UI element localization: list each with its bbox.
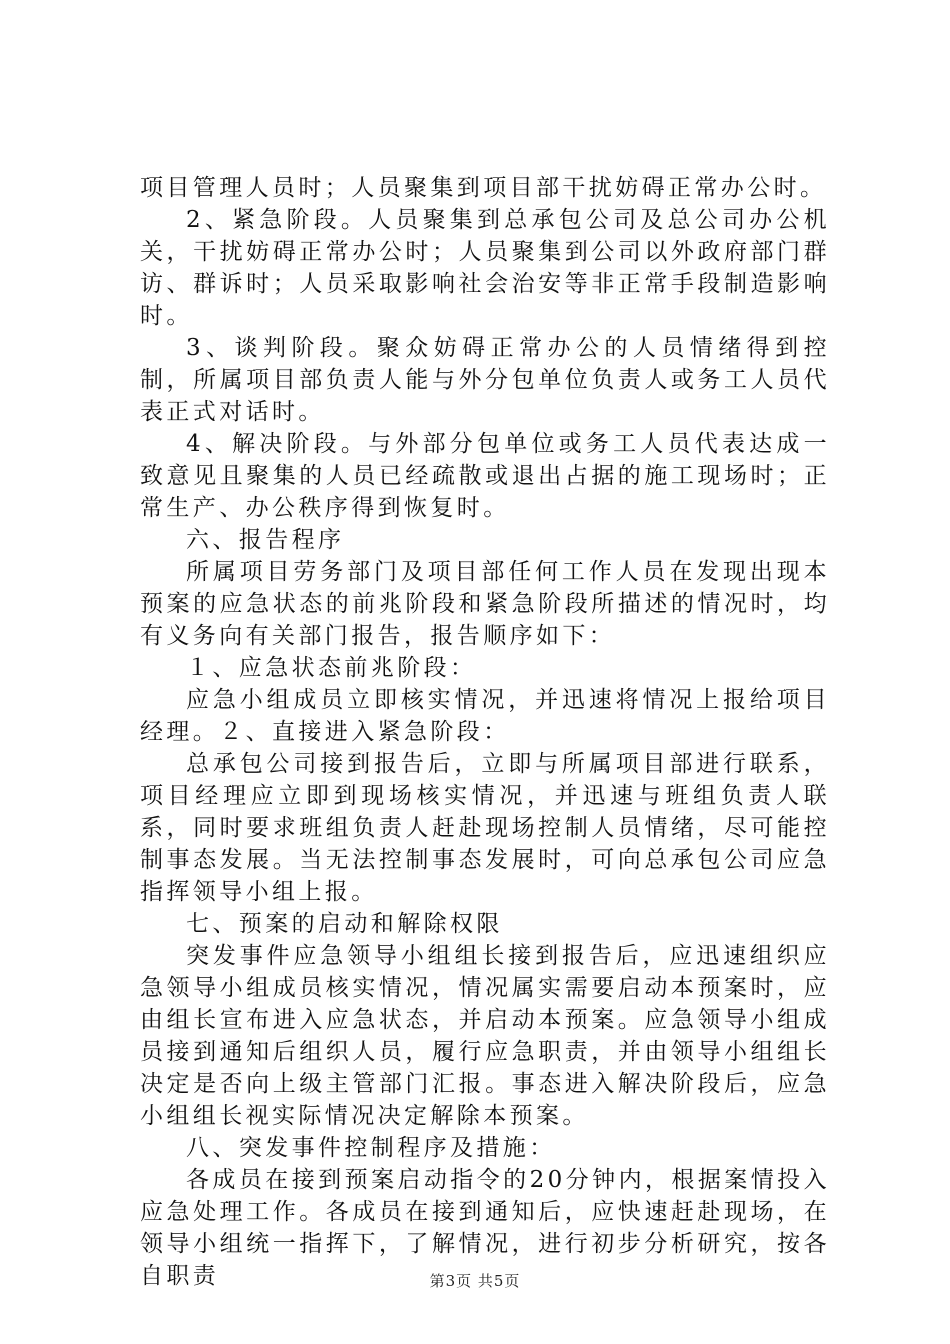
paragraph: 总承包公司接到报告后，立即与所属项目部进行联系，项目经理应立即到现场核实情况，并迅速与班组负责人联系，同时要求班组负责人赶赴现场控制人员情绪，尽可能控制事态发展。当无法控制事态发展时，可向总承包公司应急指挥领导小组上报。 bbox=[140, 751, 830, 905]
page-footer bbox=[0, 1270, 950, 1291]
paragraph: 应急小组成员立即核实情况，并迅速将情况上报给项目经理。２、直接进入紧急阶段： bbox=[140, 687, 830, 745]
paragraph: 项目管理人员时；人员聚集到项目部干扰妨碍正常办公时。 bbox=[140, 175, 827, 201]
section-heading: 七、预案的启动和解除权限 bbox=[186, 911, 503, 937]
document-body bbox=[140, 172, 830, 1292]
paragraph: 突发事件应急领导小组组长接到报告后，应迅速组织应急领导小组成员核实情况，情况属实需要启动本预案时，应由组长宣布进入应急状态，并启动本预案。应急领导小组成员接到通知后组织人员，履行应急职责，并由领导小组组长决定是否向上级主管部门汇报。事态进入解决阶段后，应急小组组长视实际情况决定解除本预案。 bbox=[140, 943, 830, 1129]
paragraph: 4、解决阶段。与外部分包单位或务工人员代表达成一致意见且聚集的人员已经疏散或退出占据的施工现场时；正常生产、办公秩序得到恢复时。 bbox=[140, 431, 830, 521]
list-item-heading: １、应急状态前兆阶段： bbox=[186, 655, 477, 681]
page-number: 第3页 共5页 bbox=[429, 1272, 521, 1290]
paragraph: 3、谈判阶段。聚众妨碍正常办公的人员情绪得到控制，所属项目部负责人能与外分包单位负责人或务工人员代表正式对话时。 bbox=[140, 335, 830, 425]
paragraph: 各成员在接到预案启动指令的20分钟内，根据案情投入应急处理工作。各成员在接到通知后，应快速赶赴现场，在领导小组统一指挥下，了解情况，进行初步分析研究，按各自职责 bbox=[140, 1167, 830, 1289]
section-heading: 六、报告程序 bbox=[186, 527, 345, 553]
paragraph: 2、紧急阶段。人员聚集到总承包公司及总公司办公机关，干扰妨碍正常办公时；人员聚集到公司以外政府部门群访、群诉时；人员采取影响社会治安等非正常手段制造影响时。 bbox=[140, 207, 830, 329]
paragraph: 所属项目劳务部门及项目部任何工作人员在发现出现本预案的应急状态的前兆阶段和紧急阶段所描述的情况时，均有义务向有关部门报告，报告顺序如下： bbox=[140, 559, 830, 649]
section-heading: 八、突发事件控制程序及措施： bbox=[186, 1135, 556, 1161]
